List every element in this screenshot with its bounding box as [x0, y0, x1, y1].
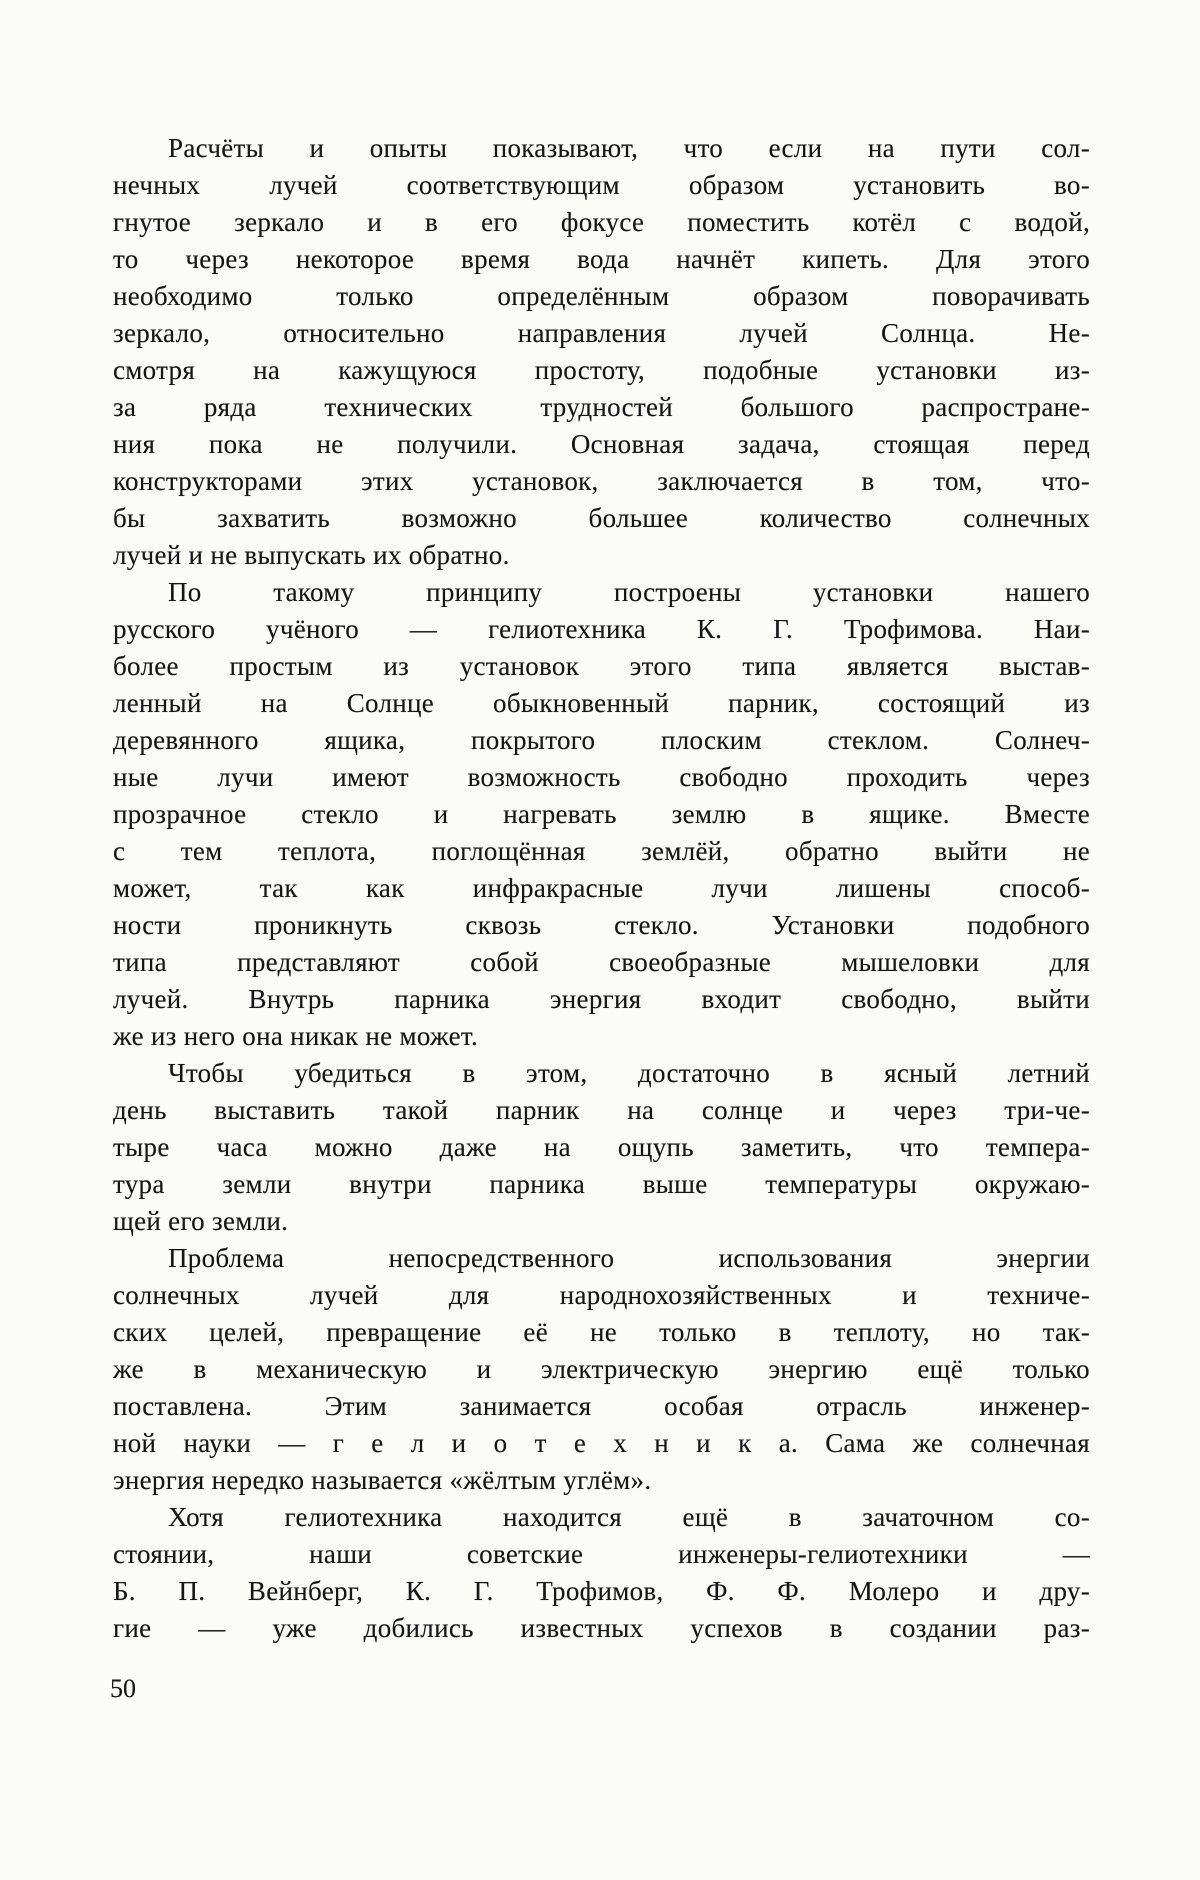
- text-line: лучей и не выпускать их обратно.: [113, 540, 510, 570]
- text-line: Хотя гелиотехника находится ещё в зачаточном со-: [168, 1502, 1090, 1532]
- text-line: энергия нередко называется «жёлтым углём».: [113, 1465, 652, 1495]
- text-line: день выставить такой парник на солнце и через три-че-: [113, 1095, 1090, 1125]
- text-line: Б. П. Вейнберг, К. Г. Трофимов, Ф. Ф. Молеро и дру-: [113, 1576, 1090, 1606]
- text-line: конструкторами этих установок, заключается в том, что-: [113, 466, 1090, 496]
- body-text: [113, 130, 1090, 1647]
- text-line: то через некоторое время вода начнёт кипеть. Для этого: [113, 244, 1090, 274]
- text-line: гнутое зеркало и в его фокусе поместить котёл с водой,: [113, 207, 1090, 237]
- text-line: же из него она никак не может.: [113, 1021, 479, 1051]
- text-line: нечных лучей соответствующим образом установить во-: [113, 170, 1090, 200]
- text-line: солнечных лучей для народнохозяйственных и техниче-: [113, 1280, 1090, 1310]
- page-number: 50: [110, 1674, 136, 1703]
- text-line: деревянного ящика, покрытого плоским стеклом. Солнеч-: [113, 725, 1090, 755]
- text-line: зеркало, относительно направления лучей Солнца. Не-: [113, 318, 1090, 348]
- text-line: ной науки — г е л и о т е х н и к а. Сама же солнечная: [113, 1428, 1090, 1458]
- text-line: русского учёного — гелиотехника К. Г. Трофимова. Наи-: [113, 614, 1090, 644]
- text-line: лучей. Внутрь парника энергия входит свободно, выйти: [113, 984, 1090, 1014]
- text-line: ности проникнуть сквозь стекло. Установки подобного: [113, 910, 1090, 940]
- text-line: необходимо только определённым образом поворачивать: [113, 281, 1090, 311]
- text-line: стоянии, наши советские инженеры-гелиотехники —: [113, 1539, 1090, 1569]
- text-line: ные лучи имеют возможность свободно проходить через: [113, 762, 1090, 792]
- text-line: бы захватить возможно большее количество солнечных: [113, 503, 1090, 533]
- text-line: прозрачное стекло и нагревать землю в ящике. Вместе: [113, 799, 1090, 829]
- text-line: за ряда технических трудностей большого распростране-: [113, 392, 1090, 422]
- text-line: тыре часа можно даже на ощупь заметить, что темпера-: [113, 1132, 1090, 1162]
- text-line: ленный на Солнце обыкновенный парник, состоящий из: [113, 688, 1090, 718]
- text-line: более простым из установок этого типа является выстав-: [113, 651, 1090, 681]
- text-line: может, так как инфракрасные лучи лишены способ-: [113, 873, 1090, 903]
- text-line: смотря на кажущуюся простоту, подобные установки из-: [113, 355, 1090, 385]
- text-line: По такому принципу построены установки нашего: [168, 577, 1090, 607]
- text-line: гие — уже добились известных успехов в создании раз-: [113, 1613, 1090, 1643]
- text-line: тура земли внутри парника выше температуры окружаю-: [113, 1169, 1090, 1199]
- text-line: ских целей, превращение её не только в теплоту, но так-: [113, 1317, 1090, 1347]
- text-line: с тем теплота, поглощённая землёй, обратно выйти не: [113, 836, 1090, 866]
- text-line: Чтобы убедиться в этом, достаточно в ясный летний: [168, 1058, 1090, 1088]
- text-line: ния пока не получили. Основная задача, стоящая перед: [113, 429, 1090, 459]
- text-line: же в механическую и электрическую энергию ещё только: [113, 1354, 1090, 1384]
- text-line: Проблема непосредственного использования энергии: [168, 1243, 1090, 1273]
- text-line: типа представляют собой своеобразные мышеловки для: [113, 947, 1090, 977]
- text-line: щей его земли.: [113, 1206, 289, 1236]
- text-line: Расчёты и опыты показывают, что если на пути сол-: [168, 133, 1090, 163]
- text-line: поставлена. Этим занимается особая отрасль инженер-: [113, 1391, 1090, 1421]
